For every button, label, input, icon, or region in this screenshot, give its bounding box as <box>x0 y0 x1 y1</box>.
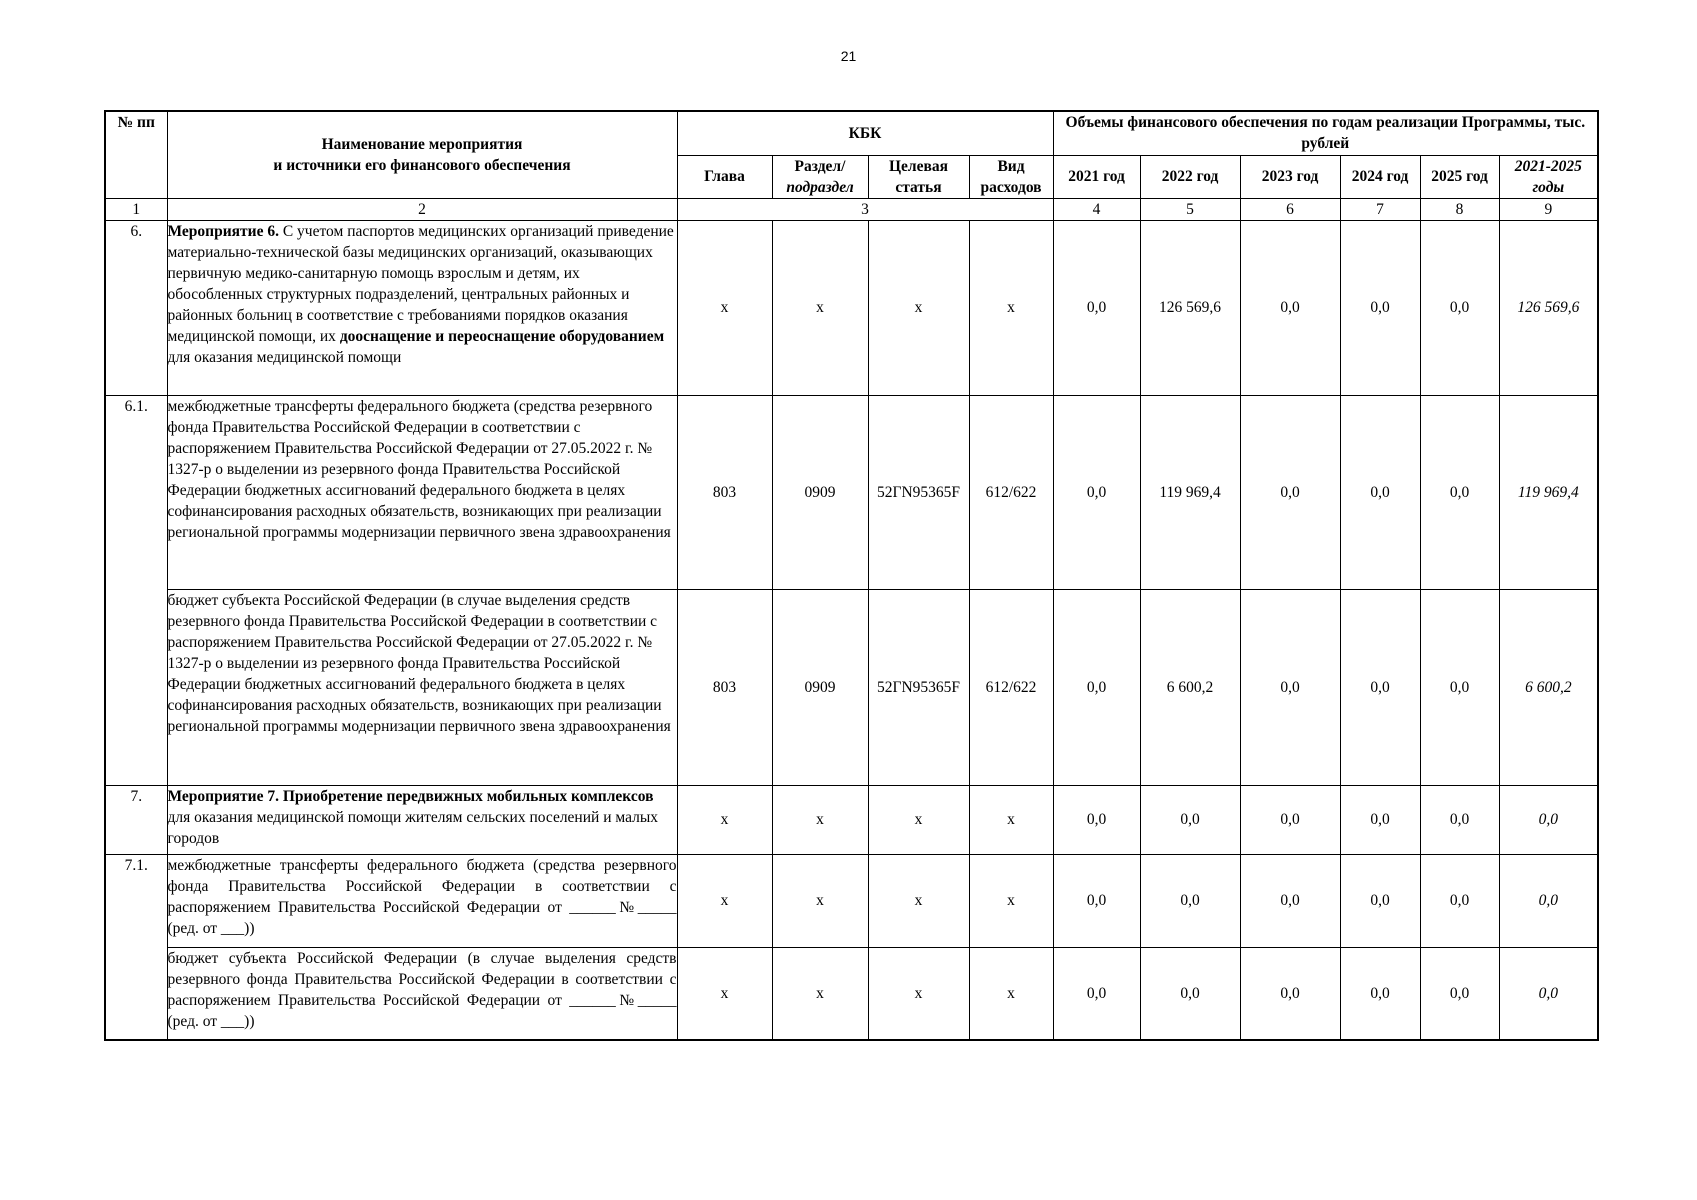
cell-2022: 126 569,6 <box>1140 220 1240 395</box>
table-row <box>105 220 1598 395</box>
row-name-text: С учетом паспортов медицинских организаций приведение материально-технической базы медицинских организаций, оказывающих первичную медико-санитарную помощь взрослым и детям, их обособленных структурных подразделений, центральных районных и районных больниц в соответствие с требованиями порядков оказания медицинской помощи, их <box>167 222 674 345</box>
cell-vid: х <box>969 947 1053 1040</box>
index-cell: 1 <box>105 198 167 220</box>
cell-2024: 0,0 <box>1340 395 1420 589</box>
row-num: 7.1. <box>105 854 167 1040</box>
cell-celevaya: 52ГN95365F <box>868 395 969 589</box>
cell-vid: х <box>969 854 1053 947</box>
cell-2022: 0,0 <box>1140 947 1240 1040</box>
header-celevaya: Целевая статья <box>868 155 969 198</box>
index-row <box>105 198 1598 220</box>
cell-razdel: х <box>772 854 868 947</box>
index-cell: 5 <box>1140 198 1240 220</box>
header-razdel-line2: подраздел <box>786 178 854 196</box>
header-total: 2021-2025 годы <box>1499 155 1598 198</box>
header-2023: 2023 год <box>1240 155 1340 198</box>
cell-2025: 0,0 <box>1420 854 1499 947</box>
header-vid: Вид расходов <box>969 155 1053 198</box>
cell-2022: 119 969,4 <box>1140 395 1240 589</box>
cell-razdel: х <box>772 220 868 395</box>
cell-2023: 0,0 <box>1240 395 1340 589</box>
row-name-text: для оказания медицинской помощи жителям сельских поселений и малых городов <box>167 808 658 847</box>
cell-total: 6 600,2 <box>1499 589 1598 785</box>
cell-razdel: 0909 <box>772 395 868 589</box>
cell-2021: 0,0 <box>1053 220 1140 395</box>
index-cell: 6 <box>1240 198 1340 220</box>
index-cell: 2 <box>167 198 677 220</box>
cell-2025: 0,0 <box>1420 785 1499 854</box>
cell-2023: 0,0 <box>1240 589 1340 785</box>
cell-total: 0,0 <box>1499 854 1598 947</box>
cell-2025: 0,0 <box>1420 947 1499 1040</box>
cell-vid: 612/622 <box>969 589 1053 785</box>
cell-2021: 0,0 <box>1053 785 1140 854</box>
header-num: № пп <box>105 111 167 198</box>
cell-2024: 0,0 <box>1340 947 1420 1040</box>
row-name-bold: Мероприятие 6. <box>167 222 279 240</box>
header-volumes: Объемы финансового обеспечения по годам реализации Программы, тыс. рублей <box>1053 111 1598 155</box>
cell-glava: 803 <box>677 395 772 589</box>
cell-razdel: х <box>772 785 868 854</box>
cell-celevaya: х <box>868 785 969 854</box>
cell-2024: 0,0 <box>1340 220 1420 395</box>
cell-glava: х <box>677 854 772 947</box>
header-name-line1: Наименование мероприятия <box>321 135 523 153</box>
row-num: 6. <box>105 220 167 395</box>
cell-2022: 0,0 <box>1140 785 1240 854</box>
cell-2021: 0,0 <box>1053 947 1140 1040</box>
header-kbk: КБК <box>677 111 1053 155</box>
row-name <box>167 785 677 854</box>
row-name-bold: дооснащение и переоснащение оборудованием <box>339 327 665 345</box>
cell-2023: 0,0 <box>1240 785 1340 854</box>
cell-total: 119 969,4 <box>1499 395 1598 589</box>
table-row <box>105 785 1598 854</box>
cell-celevaya: х <box>868 854 969 947</box>
cell-razdel: 0909 <box>772 589 868 785</box>
row-name: межбюджетные трансферты федерального бюджета (средства резервного фонда Правительства Российской Федерации в соответствии с распоряжением Правительства Российской Федерации от 27.05.2022 г. № 1327-р о выделении из резервного фонда Правительства Российской Федерации бюджетных ассигнований федерального бюджета в целях софинансирования расходных обязательств, возникающих при реализации региональной программы модернизации первичного звена здравоохранения <box>167 395 677 589</box>
cell-2021: 0,0 <box>1053 854 1140 947</box>
cell-2022: 6 600,2 <box>1140 589 1240 785</box>
index-cell: 3 <box>677 198 1053 220</box>
cell-2023: 0,0 <box>1240 854 1340 947</box>
index-cell: 7 <box>1340 198 1420 220</box>
cell-vid: 612/622 <box>969 395 1053 589</box>
table-row <box>105 947 1598 1040</box>
cell-glava: х <box>677 947 772 1040</box>
header-razdel <box>772 155 868 198</box>
header-razdel-line1: Раздел/ <box>794 157 846 175</box>
cell-vid: х <box>969 785 1053 854</box>
cell-2023: 0,0 <box>1240 947 1340 1040</box>
cell-2025: 0,0 <box>1420 395 1499 589</box>
row-name: межбюджетные трансферты федерального бюджета (средства резервного фонда Правительства Российской Федерации в соответствии с распоряжением Правительства Российской Федерации от ______№_____ (ред. от ___)) <box>167 854 677 947</box>
header-2024: 2024 год <box>1340 155 1420 198</box>
financing-table <box>104 110 1599 1041</box>
cell-2023: 0,0 <box>1240 220 1340 395</box>
cell-2024: 0,0 <box>1340 589 1420 785</box>
cell-glava: х <box>677 785 772 854</box>
table-row <box>105 854 1598 947</box>
row-num: 6.1. <box>105 395 167 785</box>
cell-2025: 0,0 <box>1420 589 1499 785</box>
cell-2021: 0,0 <box>1053 395 1140 589</box>
cell-vid: х <box>969 220 1053 395</box>
row-num: 7. <box>105 785 167 854</box>
header-2025: 2025 год <box>1420 155 1499 198</box>
header-name <box>167 111 677 198</box>
cell-total: 126 569,6 <box>1499 220 1598 395</box>
header-2021: 2021 год <box>1053 155 1140 198</box>
cell-celevaya: 52ГN95365F <box>868 589 969 785</box>
index-cell: 8 <box>1420 198 1499 220</box>
row-name: бюджет субъекта Российской Федерации (в случае выделения средств резервного фонда Правительства Российской Федерации в соответствии с распоряжением Правительства Российской Федерации от ______№_____ (ред. от ___)) <box>167 947 677 1040</box>
cell-glava: 803 <box>677 589 772 785</box>
row-name: бюджет субъекта Российской Федерации (в случае выделения средств резервного фонда Правительства Российской Федерации в соответствии с распоряжением Правительства Российской Федерации от 27.05.2022 г. № 1327-р о выделении из резервного фонда Правительства Российской Федерации бюджетных ассигнований федерального бюджета в целях софинансирования расходных обязательств, возникающих при реализации региональной программы модернизации первичного звена здравоохранения <box>167 589 677 785</box>
index-cell: 9 <box>1499 198 1598 220</box>
cell-razdel: х <box>772 947 868 1040</box>
row-name-bold: Мероприятие 7. Приобретение передвижных мобильных комплексов <box>167 787 654 805</box>
cell-celevaya: х <box>868 220 969 395</box>
cell-2025: 0,0 <box>1420 220 1499 395</box>
cell-2021: 0,0 <box>1053 589 1140 785</box>
cell-2022: 0,0 <box>1140 854 1240 947</box>
cell-2024: 0,0 <box>1340 785 1420 854</box>
table-row <box>105 589 1598 785</box>
cell-2024: 0,0 <box>1340 854 1420 947</box>
table-row <box>105 395 1598 589</box>
cell-glava: х <box>677 220 772 395</box>
header-glava: Глава <box>677 155 772 198</box>
header-2022: 2022 год <box>1140 155 1240 198</box>
page-number: 21 <box>840 48 857 64</box>
index-cell: 4 <box>1053 198 1140 220</box>
row-name-text: для оказания медицинской помощи <box>167 348 402 366</box>
cell-celevaya: х <box>868 947 969 1040</box>
cell-total: 0,0 <box>1499 947 1598 1040</box>
cell-total: 0,0 <box>1499 785 1598 854</box>
row-name <box>167 220 677 395</box>
header-name-line2: и источники его финансового обеспечения <box>273 156 571 174</box>
